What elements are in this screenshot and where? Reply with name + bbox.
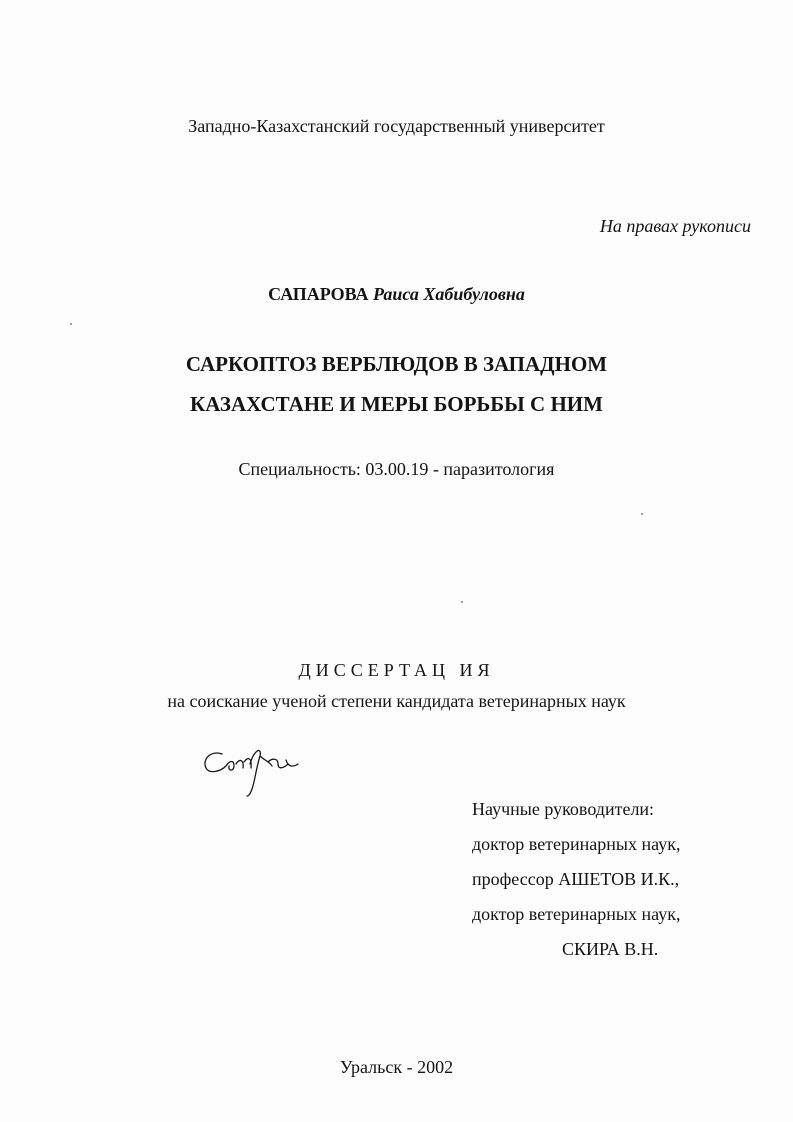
advisor-line: СКИРА В.Н. xyxy=(562,939,659,959)
document-type: ДИССЕРТАЦ ИЯ xyxy=(298,660,495,680)
title-line-1: САРКОПТОЗ ВЕРБЛЮДОВ В ЗАПАДНОМ xyxy=(185,352,608,376)
author-surname: САПАРОВА xyxy=(268,284,369,304)
scientific-advisors xyxy=(472,792,680,967)
scan-speck xyxy=(461,601,463,603)
handwritten-signature xyxy=(200,742,312,798)
dissertation-title xyxy=(0,344,793,424)
advisor-line: профессор АШЕТОВ И.К., xyxy=(472,869,680,889)
specialty: Специальность: 03.00.19 - паразитология xyxy=(238,459,555,479)
scan-speck xyxy=(641,513,643,515)
rights-note: На правах рукописи xyxy=(599,216,751,236)
author-name xyxy=(0,284,793,305)
city-year: Уральск - 2002 xyxy=(339,1057,454,1077)
author-given-names: Раиса Хабибуловна xyxy=(373,284,525,304)
advisor-line: доктор ветеринарных наук, xyxy=(472,904,681,924)
advisor-line: доктор ветеринарных наук, xyxy=(472,834,681,854)
scan-speck xyxy=(70,323,72,325)
title-line-2: КАЗАХСТАНЕ И МЕРЫ БОРЬБЫ С НИМ xyxy=(190,392,603,416)
advisors-heading: Научные руководители: xyxy=(472,799,655,819)
university-name: Западно-Казахстанский государственный университет xyxy=(188,116,605,136)
degree-description: на соискание ученой степени кандидата ветеринарных наук xyxy=(167,691,626,711)
